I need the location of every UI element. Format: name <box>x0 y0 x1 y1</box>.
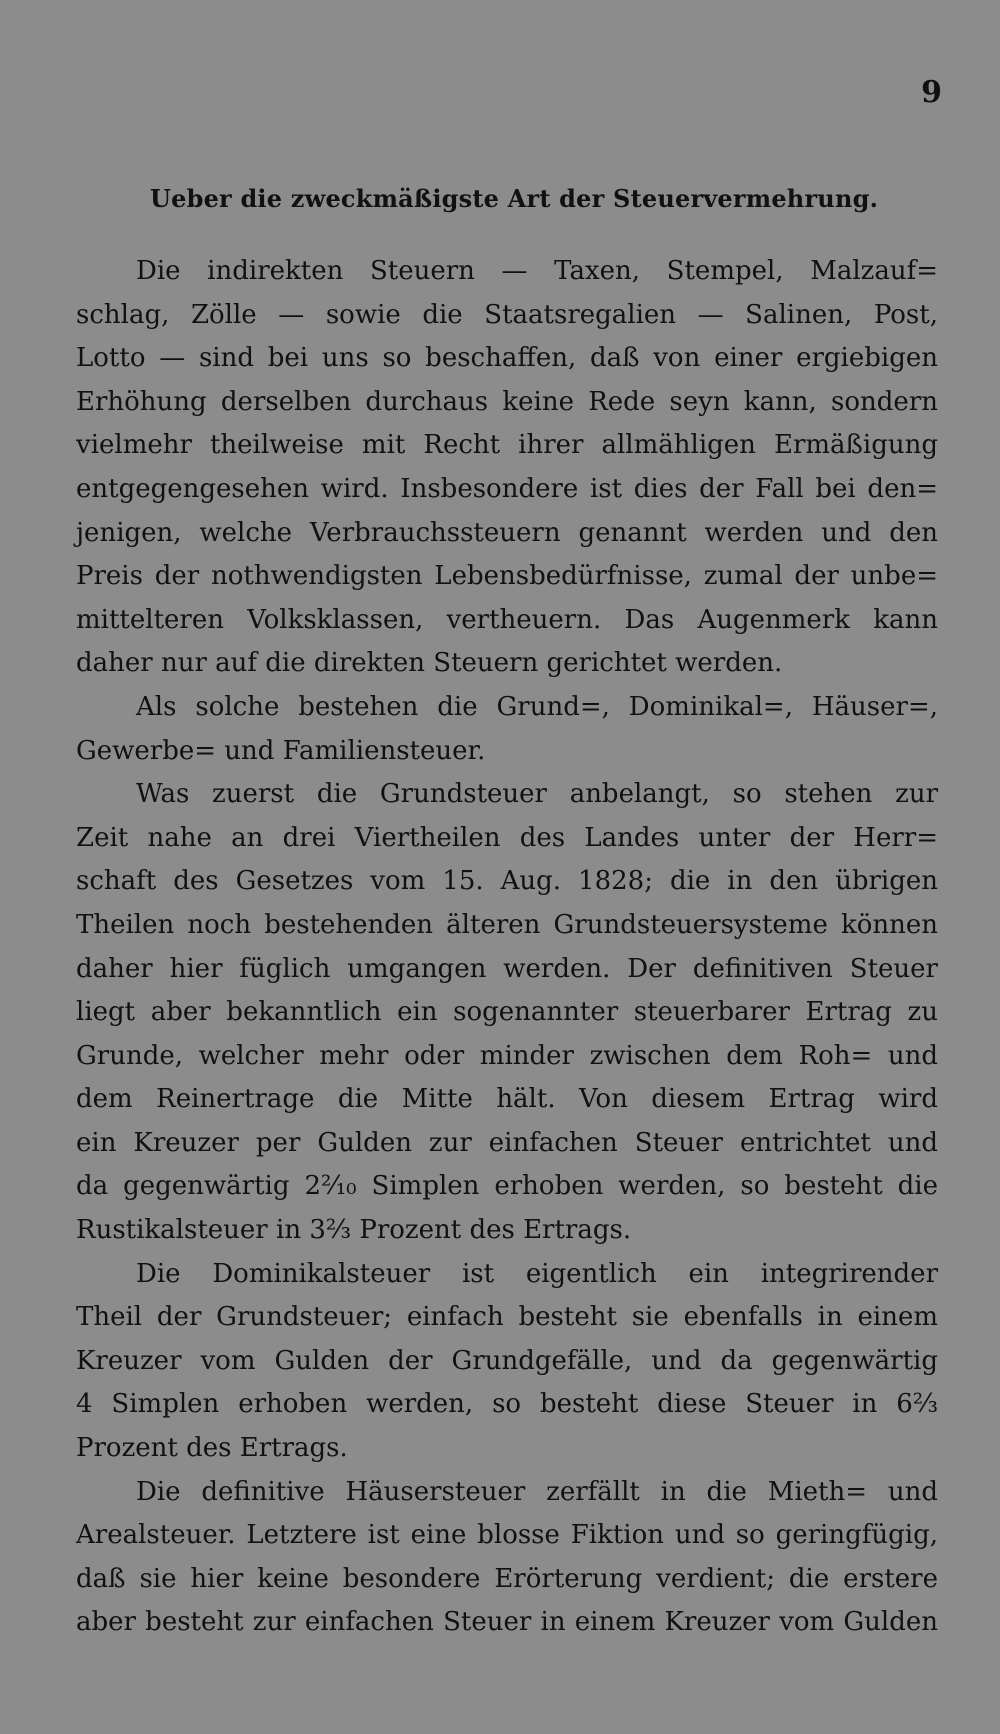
body-text <box>76 250 938 1645</box>
paragraph-1 <box>76 250 938 686</box>
text-line: Arealsteuer. Letztere ist eine blosse Fiktion und so geringfügig, <box>76 1520 938 1551</box>
text-line: Erhöhung derselben durchaus keine Rede seyn kann, sondern <box>76 386 938 417</box>
paragraph-5 <box>76 1471 938 1645</box>
text-line: Als solche bestehen die Grund=, Dominikal=, Häuser=, <box>136 691 938 722</box>
text-line: Zeit nahe an drei Viertheilen des Landes unter der Herr= <box>76 822 938 853</box>
text-line: vielmehr theilweise mit Recht ihrer allmähligen Ermäßigung <box>76 430 938 461</box>
text-line: ein Kreuzer per Gulden zur einfachen Steuer entrichtet und <box>76 1127 938 1158</box>
text-line: schlag, Zölle — sowie die Staatsregalien — Salinen, Post, <box>76 299 938 330</box>
text-line: aber besteht zur einfachen Steuer in einem Kreuzer vom Gulden <box>76 1607 938 1638</box>
text-line: Prozent des Ertrags. <box>76 1433 348 1464</box>
paragraph-4 <box>76 1253 938 1471</box>
text-line: entgegengesehen wird. Insbesondere ist dies der Fall bei den= <box>76 473 938 504</box>
text-line: Die indirekten Steuern — Taxen, Stempel, Malzauf= <box>136 256 938 286</box>
text-line: da gegenwärtig 2²⁄₁₀ Simplen erhoben werden, so besteht die <box>76 1171 938 1202</box>
text-line: daher hier füglich umgangen werden. Der definitiven Steuer <box>76 953 938 984</box>
paragraph-3 <box>76 773 938 1253</box>
text-line: daher nur auf die direkten Steuern gerichtet werden. <box>76 648 783 679</box>
text-line: Preis der nothwendigsten Lebensbedürfnisse, zumal der unbe= <box>76 561 938 592</box>
text-line: Die Dominikalsteuer ist eigentlich ein integrirender <box>136 1258 938 1289</box>
text-line: Kreuzer vom Gulden der Grundgefälle, und da gegenwärtig <box>76 1345 938 1376</box>
text-line: Gewerbe= und Familiensteuer. <box>76 735 486 766</box>
paragraph-2 <box>76 686 938 773</box>
running-head: Ueber die zweckmäßigste Art der Steuervermehrung. <box>150 184 879 213</box>
text-line: Theil der Grundsteuer; einfach besteht sie ebenfalls in einem <box>76 1302 938 1333</box>
text-line: Lotto — sind bei uns so beschaffen, daß von einer ergiebigen <box>76 343 938 374</box>
text-line: dem Reinertrage die Mitte hält. Von diesem Ertrag wird <box>76 1084 938 1115</box>
text-line: Rustikalsteuer in 3²⁄₃ Prozent des Ertrags. <box>76 1215 632 1246</box>
text-line: mittelteren Volksklassen, vertheuern. Das Augenmerk kann <box>76 604 938 635</box>
text-line: schaft des Gesetzes vom 15. Aug. 1828; die in den übrigen <box>76 866 938 897</box>
text-line: Theilen noch bestehenden älteren Grundsteuersysteme können <box>76 909 938 940</box>
text-line: Was zuerst die Grundsteuer anbelangt, so stehen zur <box>136 779 938 810</box>
text-line: liegt aber bekanntlich ein sogenannter steuerbarer Ertrag zu <box>76 997 938 1028</box>
page-number: 9 <box>921 75 942 110</box>
text-line: Grunde, welcher mehr oder minder zwischen dem Roh= und <box>76 1040 938 1071</box>
text-line: jenigen, welche Verbrauchssteuern genannt werden und den <box>76 517 938 548</box>
text-line: Die definitive Häusersteuer zerfällt in die Mieth= und <box>136 1476 938 1507</box>
text-line: 4 Simplen erhoben werden, so besteht diese Steuer in 6²⁄₃ <box>76 1389 938 1420</box>
text-line: daß sie hier keine besondere Erörterung verdient; die erstere <box>76 1563 938 1594</box>
